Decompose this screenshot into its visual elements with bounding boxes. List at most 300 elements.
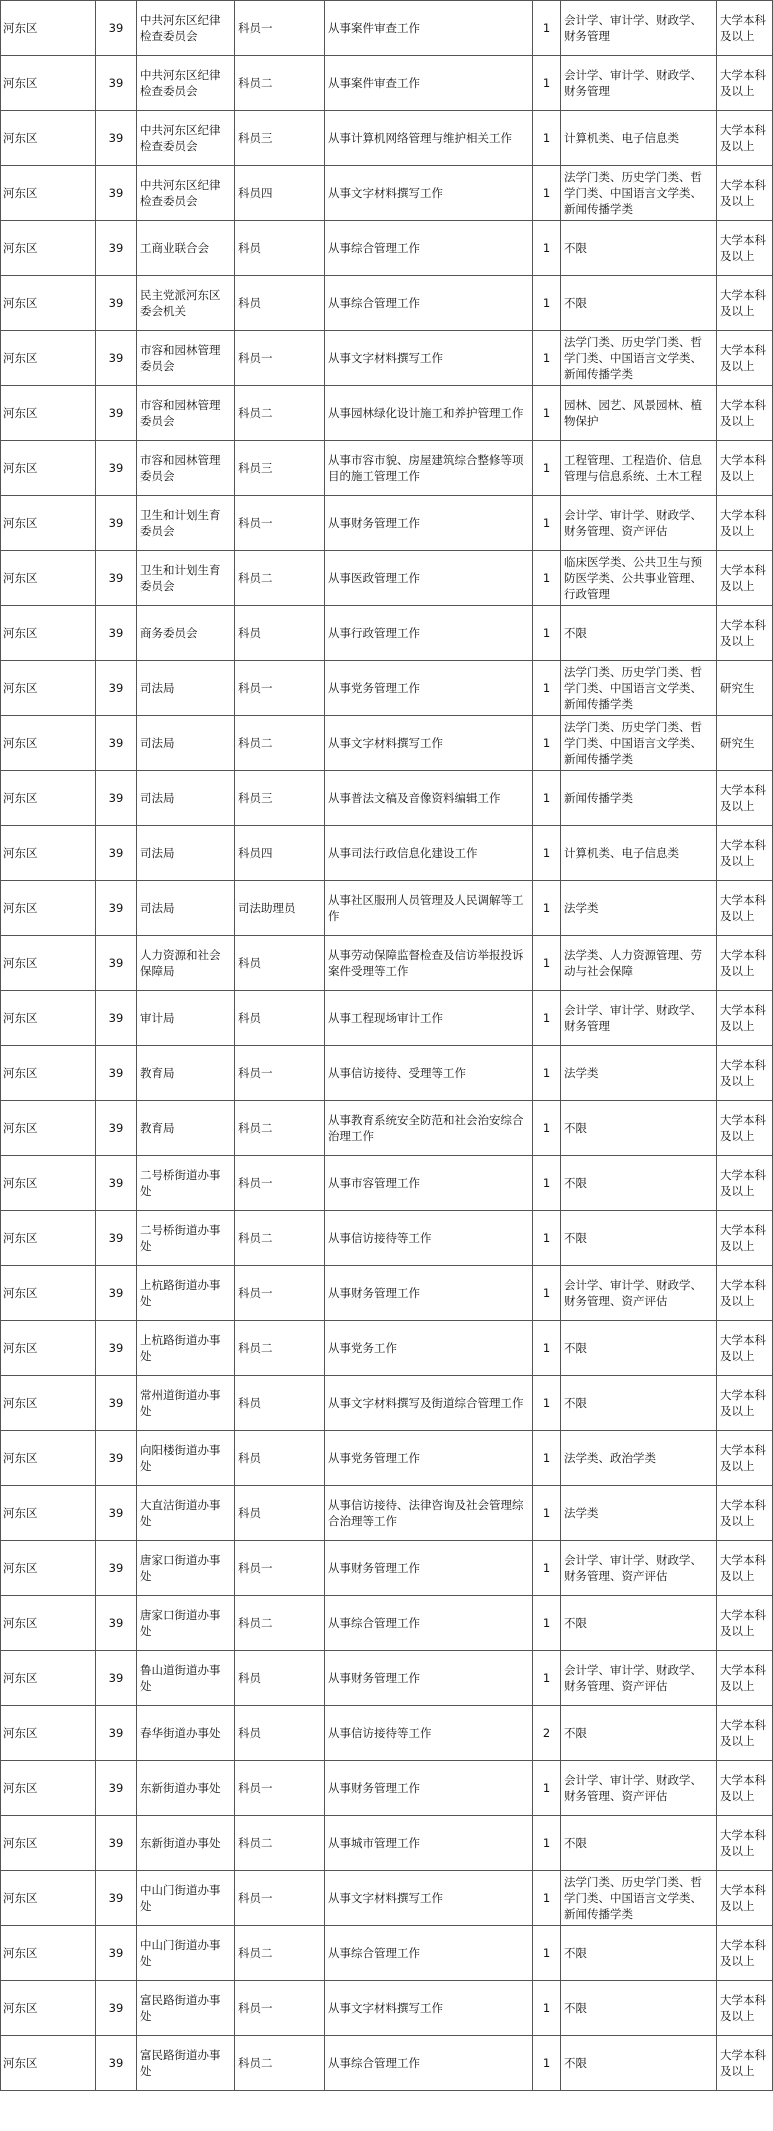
code-cell: 39 bbox=[96, 1156, 137, 1211]
unit-cell: 唐家口街道办事处 bbox=[137, 1541, 235, 1596]
code-cell: 39 bbox=[96, 1541, 137, 1596]
education-cell: 大学本科及以上 bbox=[717, 1046, 773, 1101]
duty-cell: 从事案件审查工作 bbox=[325, 1, 533, 56]
education-cell: 大学本科及以上 bbox=[717, 331, 773, 386]
education-cell: 大学本科及以上 bbox=[717, 1376, 773, 1431]
major-cell: 会计学、审计学、财政学、财务管理、资产评估 bbox=[561, 1651, 717, 1706]
district-cell: 河东区 bbox=[1, 826, 96, 881]
count-cell: 1 bbox=[533, 1871, 561, 1926]
district-cell: 河东区 bbox=[1, 1596, 96, 1651]
code-cell: 39 bbox=[96, 826, 137, 881]
duty-cell: 从事市容市貌、房屋建筑综合整修等项目的施工管理工作 bbox=[325, 441, 533, 496]
position-cell: 科员二 bbox=[235, 1101, 325, 1156]
major-cell: 法学类 bbox=[561, 1046, 717, 1101]
district-cell: 河东区 bbox=[1, 111, 96, 166]
unit-cell: 中共河东区纪律检查委员会 bbox=[137, 111, 235, 166]
count-cell: 1 bbox=[533, 1156, 561, 1211]
code-cell: 39 bbox=[96, 1, 137, 56]
education-cell: 大学本科及以上 bbox=[717, 771, 773, 826]
count-cell: 1 bbox=[533, 881, 561, 936]
table-body bbox=[1, 1, 773, 2091]
education-cell: 大学本科及以上 bbox=[717, 496, 773, 551]
position-cell: 科员 bbox=[235, 1376, 325, 1431]
education-cell: 大学本科及以上 bbox=[717, 1871, 773, 1926]
code-cell: 39 bbox=[96, 496, 137, 551]
code-cell: 39 bbox=[96, 441, 137, 496]
code-cell: 39 bbox=[96, 1101, 137, 1156]
unit-cell: 工商业联合会 bbox=[137, 221, 235, 276]
district-cell: 河东区 bbox=[1, 1541, 96, 1596]
unit-cell: 人力资源和社会保障局 bbox=[137, 936, 235, 991]
duty-cell: 从事财务管理工作 bbox=[325, 1266, 533, 1321]
unit-cell: 司法局 bbox=[137, 881, 235, 936]
position-cell: 科员二 bbox=[235, 1926, 325, 1981]
major-cell: 法学类、政治学类 bbox=[561, 1431, 717, 1486]
count-cell: 1 bbox=[533, 661, 561, 716]
code-cell: 39 bbox=[96, 276, 137, 331]
position-cell: 科员一 bbox=[235, 1046, 325, 1101]
education-cell: 大学本科及以上 bbox=[717, 276, 773, 331]
position-cell: 科员一 bbox=[235, 331, 325, 386]
count-cell: 1 bbox=[533, 1101, 561, 1156]
duty-cell: 从事行政管理工作 bbox=[325, 606, 533, 661]
position-cell: 科员二 bbox=[235, 1321, 325, 1376]
code-cell: 39 bbox=[96, 1926, 137, 1981]
education-cell: 大学本科及以上 bbox=[717, 111, 773, 166]
count-cell: 1 bbox=[533, 1926, 561, 1981]
table-row bbox=[1, 1651, 773, 1706]
count-cell: 1 bbox=[533, 991, 561, 1046]
duty-cell: 从事财务管理工作 bbox=[325, 1651, 533, 1706]
major-cell: 临床医学类、公共卫生与预防医学类、公共事业管理、行政管理 bbox=[561, 551, 717, 606]
duty-cell: 从事文字材料撰写工作 bbox=[325, 1871, 533, 1926]
major-cell: 会计学、审计学、财政学、财务管理 bbox=[561, 56, 717, 111]
district-cell: 河东区 bbox=[1, 1, 96, 56]
unit-cell: 上杭路街道办事处 bbox=[137, 1266, 235, 1321]
code-cell: 39 bbox=[96, 661, 137, 716]
table-row bbox=[1, 881, 773, 936]
unit-cell: 东新街道办事处 bbox=[137, 1816, 235, 1871]
position-cell: 科员一 bbox=[235, 1761, 325, 1816]
code-cell: 39 bbox=[96, 716, 137, 771]
code-cell: 39 bbox=[96, 1321, 137, 1376]
unit-cell: 卫生和计划生育委员会 bbox=[137, 496, 235, 551]
duty-cell: 从事综合管理工作 bbox=[325, 1926, 533, 1981]
duty-cell: 从事文字材料撰写及街道综合管理工作 bbox=[325, 1376, 533, 1431]
duty-cell: 从事党务管理工作 bbox=[325, 1431, 533, 1486]
code-cell: 39 bbox=[96, 1431, 137, 1486]
district-cell: 河东区 bbox=[1, 1156, 96, 1211]
district-cell: 河东区 bbox=[1, 1486, 96, 1541]
position-cell: 科员 bbox=[235, 606, 325, 661]
major-cell: 法学门类、历史学门类、哲学门类、中国语言文学类、新闻传播学类 bbox=[561, 716, 717, 771]
district-cell: 河东区 bbox=[1, 936, 96, 991]
duty-cell: 从事信访接待等工作 bbox=[325, 1706, 533, 1761]
code-cell: 39 bbox=[96, 1761, 137, 1816]
unit-cell: 民主党派河东区委会机关 bbox=[137, 276, 235, 331]
position-cell: 科员二 bbox=[235, 1816, 325, 1871]
table-row bbox=[1, 221, 773, 276]
count-cell: 1 bbox=[533, 1321, 561, 1376]
education-cell: 大学本科及以上 bbox=[717, 1981, 773, 2036]
unit-cell: 大直沽街道办事处 bbox=[137, 1486, 235, 1541]
unit-cell: 司法局 bbox=[137, 716, 235, 771]
position-cell: 科员一 bbox=[235, 1266, 325, 1321]
duty-cell: 从事综合管理工作 bbox=[325, 2036, 533, 2091]
district-cell: 河东区 bbox=[1, 1761, 96, 1816]
duty-cell: 从事文字材料撰写工作 bbox=[325, 716, 533, 771]
major-cell: 不限 bbox=[561, 276, 717, 331]
code-cell: 39 bbox=[96, 606, 137, 661]
unit-cell: 向阳楼街道办事处 bbox=[137, 1431, 235, 1486]
education-cell: 大学本科及以上 bbox=[717, 1706, 773, 1761]
district-cell: 河东区 bbox=[1, 221, 96, 276]
position-cell: 科员一 bbox=[235, 1, 325, 56]
unit-cell: 教育局 bbox=[137, 1101, 235, 1156]
unit-cell: 中山门街道办事处 bbox=[137, 1926, 235, 1981]
count-cell: 1 bbox=[533, 1, 561, 56]
table-row bbox=[1, 1046, 773, 1101]
education-cell: 大学本科及以上 bbox=[717, 1211, 773, 1266]
count-cell: 1 bbox=[533, 826, 561, 881]
code-cell: 39 bbox=[96, 936, 137, 991]
education-cell: 大学本科及以上 bbox=[717, 1596, 773, 1651]
table-row bbox=[1, 276, 773, 331]
district-cell: 河东区 bbox=[1, 1101, 96, 1156]
code-cell: 39 bbox=[96, 551, 137, 606]
code-cell: 39 bbox=[96, 1816, 137, 1871]
district-cell: 河东区 bbox=[1, 386, 96, 441]
district-cell: 河东区 bbox=[1, 331, 96, 386]
major-cell: 法学类 bbox=[561, 1486, 717, 1541]
education-cell: 大学本科及以上 bbox=[717, 441, 773, 496]
table-row bbox=[1, 1, 773, 56]
count-cell: 1 bbox=[533, 716, 561, 771]
education-cell: 大学本科及以上 bbox=[717, 1486, 773, 1541]
position-cell: 科员三 bbox=[235, 111, 325, 166]
education-cell: 大学本科及以上 bbox=[717, 1651, 773, 1706]
table-row bbox=[1, 551, 773, 606]
position-cell: 科员二 bbox=[235, 56, 325, 111]
count-cell: 1 bbox=[533, 111, 561, 166]
code-cell: 39 bbox=[96, 331, 137, 386]
district-cell: 河东区 bbox=[1, 166, 96, 221]
position-cell: 科员一 bbox=[235, 1981, 325, 2036]
major-cell: 不限 bbox=[561, 1321, 717, 1376]
major-cell: 计算机类、电子信息类 bbox=[561, 826, 717, 881]
table-row bbox=[1, 1761, 773, 1816]
unit-cell: 审计局 bbox=[137, 991, 235, 1046]
major-cell: 不限 bbox=[561, 1376, 717, 1431]
count-cell: 1 bbox=[533, 551, 561, 606]
education-cell: 大学本科及以上 bbox=[717, 991, 773, 1046]
major-cell: 会计学、审计学、财政学、财务管理 bbox=[561, 1, 717, 56]
major-cell: 不限 bbox=[561, 1816, 717, 1871]
count-cell: 1 bbox=[533, 1761, 561, 1816]
major-cell: 不限 bbox=[561, 1926, 717, 1981]
major-cell: 不限 bbox=[561, 1156, 717, 1211]
table-row bbox=[1, 56, 773, 111]
position-cell: 科员 bbox=[235, 1486, 325, 1541]
position-cell: 科员三 bbox=[235, 771, 325, 826]
district-cell: 河东区 bbox=[1, 2036, 96, 2091]
unit-cell: 卫生和计划生育委员会 bbox=[137, 551, 235, 606]
major-cell: 工程管理、工程造价、信息管理与信息系统、土木工程 bbox=[561, 441, 717, 496]
duty-cell: 从事文字材料撰写工作 bbox=[325, 331, 533, 386]
count-cell: 1 bbox=[533, 331, 561, 386]
duty-cell: 从事党务工作 bbox=[325, 1321, 533, 1376]
major-cell: 法学门类、历史学门类、哲学门类、中国语言文学类、新闻传播学类 bbox=[561, 1871, 717, 1926]
major-cell: 会计学、审计学、财政学、财务管理、资产评估 bbox=[561, 1266, 717, 1321]
count-cell: 1 bbox=[533, 441, 561, 496]
major-cell: 不限 bbox=[561, 2036, 717, 2091]
major-cell: 不限 bbox=[561, 1706, 717, 1761]
position-cell: 科员一 bbox=[235, 1871, 325, 1926]
position-cell: 科员二 bbox=[235, 2036, 325, 2091]
count-cell: 1 bbox=[533, 606, 561, 661]
duty-cell: 从事信访接待、受理等工作 bbox=[325, 1046, 533, 1101]
duty-cell: 从事社区服刑人员管理及人民调解等工作 bbox=[325, 881, 533, 936]
education-cell: 大学本科及以上 bbox=[717, 1431, 773, 1486]
major-cell: 不限 bbox=[561, 1101, 717, 1156]
code-cell: 39 bbox=[96, 221, 137, 276]
code-cell: 39 bbox=[96, 1046, 137, 1101]
district-cell: 河东区 bbox=[1, 276, 96, 331]
code-cell: 39 bbox=[96, 1981, 137, 2036]
count-cell: 1 bbox=[533, 1816, 561, 1871]
duty-cell: 从事综合管理工作 bbox=[325, 221, 533, 276]
education-cell: 大学本科及以上 bbox=[717, 1761, 773, 1816]
education-cell: 研究生 bbox=[717, 716, 773, 771]
duty-cell: 从事司法行政信息化建设工作 bbox=[325, 826, 533, 881]
major-cell: 会计学、审计学、财政学、财务管理、资产评估 bbox=[561, 1761, 717, 1816]
count-cell: 1 bbox=[533, 1596, 561, 1651]
district-cell: 河东区 bbox=[1, 1376, 96, 1431]
unit-cell: 中共河东区纪律检查委员会 bbox=[137, 1, 235, 56]
district-cell: 河东区 bbox=[1, 441, 96, 496]
unit-cell: 中山门街道办事处 bbox=[137, 1871, 235, 1926]
district-cell: 河东区 bbox=[1, 1431, 96, 1486]
district-cell: 河东区 bbox=[1, 496, 96, 551]
duty-cell: 从事党务管理工作 bbox=[325, 661, 533, 716]
position-cell: 科员二 bbox=[235, 1211, 325, 1266]
major-cell: 新闻传播学类 bbox=[561, 771, 717, 826]
unit-cell: 司法局 bbox=[137, 826, 235, 881]
code-cell: 39 bbox=[96, 1266, 137, 1321]
major-cell: 法学门类、历史学门类、哲学门类、中国语言文学类、新闻传播学类 bbox=[561, 331, 717, 386]
table-row bbox=[1, 2036, 773, 2091]
education-cell: 研究生 bbox=[717, 661, 773, 716]
duty-cell: 从事财务管理工作 bbox=[325, 1761, 533, 1816]
code-cell: 39 bbox=[96, 56, 137, 111]
count-cell: 1 bbox=[533, 771, 561, 826]
education-cell: 大学本科及以上 bbox=[717, 1816, 773, 1871]
table-row bbox=[1, 1871, 773, 1926]
count-cell: 1 bbox=[533, 386, 561, 441]
district-cell: 河东区 bbox=[1, 1816, 96, 1871]
major-cell: 法学门类、历史学门类、哲学门类、中国语言文学类、新闻传播学类 bbox=[561, 166, 717, 221]
education-cell: 大学本科及以上 bbox=[717, 826, 773, 881]
table-row bbox=[1, 441, 773, 496]
code-cell: 39 bbox=[96, 1651, 137, 1706]
unit-cell: 中共河东区纪律检查委员会 bbox=[137, 166, 235, 221]
count-cell: 1 bbox=[533, 56, 561, 111]
district-cell: 河东区 bbox=[1, 1266, 96, 1321]
table-row bbox=[1, 716, 773, 771]
code-cell: 39 bbox=[96, 1871, 137, 1926]
table-row bbox=[1, 1266, 773, 1321]
unit-cell: 商务委员会 bbox=[137, 606, 235, 661]
table-row bbox=[1, 1211, 773, 1266]
unit-cell: 教育局 bbox=[137, 1046, 235, 1101]
duty-cell: 从事文字材料撰写工作 bbox=[325, 1981, 533, 2036]
duty-cell: 从事信访接待等工作 bbox=[325, 1211, 533, 1266]
major-cell: 不限 bbox=[561, 606, 717, 661]
unit-cell: 市容和园林管理委员会 bbox=[137, 331, 235, 386]
unit-cell: 富民路街道办事处 bbox=[137, 2036, 235, 2091]
count-cell: 1 bbox=[533, 1541, 561, 1596]
education-cell: 大学本科及以上 bbox=[717, 386, 773, 441]
major-cell: 会计学、审计学、财政学、财务管理 bbox=[561, 991, 717, 1046]
position-cell: 科员一 bbox=[235, 1541, 325, 1596]
position-cell: 科员一 bbox=[235, 496, 325, 551]
table-row bbox=[1, 496, 773, 551]
unit-cell: 二号桥街道办事处 bbox=[137, 1156, 235, 1211]
district-cell: 河东区 bbox=[1, 771, 96, 826]
district-cell: 河东区 bbox=[1, 1706, 96, 1761]
count-cell: 1 bbox=[533, 1376, 561, 1431]
position-cell: 科员 bbox=[235, 936, 325, 991]
unit-cell: 市容和园林管理委员会 bbox=[137, 441, 235, 496]
count-cell: 1 bbox=[533, 1046, 561, 1101]
major-cell: 计算机类、电子信息类 bbox=[561, 111, 717, 166]
unit-cell: 市容和园林管理委员会 bbox=[137, 386, 235, 441]
position-cell: 科员二 bbox=[235, 386, 325, 441]
district-cell: 河东区 bbox=[1, 1651, 96, 1706]
count-cell: 1 bbox=[533, 1266, 561, 1321]
education-cell: 大学本科及以上 bbox=[717, 1266, 773, 1321]
code-cell: 39 bbox=[96, 881, 137, 936]
table-row bbox=[1, 1706, 773, 1761]
district-cell: 河东区 bbox=[1, 661, 96, 716]
duty-cell: 从事城市管理工作 bbox=[325, 1816, 533, 1871]
major-cell: 不限 bbox=[561, 1981, 717, 2036]
table-row bbox=[1, 166, 773, 221]
unit-cell: 中共河东区纪律检查委员会 bbox=[137, 56, 235, 111]
unit-cell: 富民路街道办事处 bbox=[137, 1981, 235, 2036]
code-cell: 39 bbox=[96, 386, 137, 441]
unit-cell: 上杭路街道办事处 bbox=[137, 1321, 235, 1376]
duty-cell: 从事医政管理工作 bbox=[325, 551, 533, 606]
count-cell: 1 bbox=[533, 166, 561, 221]
unit-cell: 东新街道办事处 bbox=[137, 1761, 235, 1816]
unit-cell: 唐家口街道办事处 bbox=[137, 1596, 235, 1651]
table-row bbox=[1, 1816, 773, 1871]
count-cell: 1 bbox=[533, 276, 561, 331]
table-row bbox=[1, 606, 773, 661]
district-cell: 河东区 bbox=[1, 1046, 96, 1101]
table-row bbox=[1, 111, 773, 166]
count-cell: 2 bbox=[533, 1706, 561, 1761]
major-cell: 法学类 bbox=[561, 881, 717, 936]
district-cell: 河东区 bbox=[1, 1321, 96, 1376]
position-cell: 科员一 bbox=[235, 1156, 325, 1211]
code-cell: 39 bbox=[96, 991, 137, 1046]
table-row bbox=[1, 386, 773, 441]
unit-cell: 春华街道办事处 bbox=[137, 1706, 235, 1761]
duty-cell: 从事市容管理工作 bbox=[325, 1156, 533, 1211]
table-row bbox=[1, 771, 773, 826]
count-cell: 1 bbox=[533, 1486, 561, 1541]
code-cell: 39 bbox=[96, 2036, 137, 2091]
duty-cell: 从事工程现场审计工作 bbox=[325, 991, 533, 1046]
district-cell: 河东区 bbox=[1, 606, 96, 661]
district-cell: 河东区 bbox=[1, 716, 96, 771]
unit-cell: 司法局 bbox=[137, 661, 235, 716]
table-row bbox=[1, 1376, 773, 1431]
code-cell: 39 bbox=[96, 771, 137, 826]
education-cell: 大学本科及以上 bbox=[717, 551, 773, 606]
district-cell: 河东区 bbox=[1, 551, 96, 606]
duty-cell: 从事文字材料撰写工作 bbox=[325, 166, 533, 221]
education-cell: 大学本科及以上 bbox=[717, 1156, 773, 1211]
unit-cell: 司法局 bbox=[137, 771, 235, 826]
position-cell: 科员二 bbox=[235, 716, 325, 771]
major-cell: 不限 bbox=[561, 221, 717, 276]
major-cell: 不限 bbox=[561, 1211, 717, 1266]
code-cell: 39 bbox=[96, 1211, 137, 1266]
district-cell: 河东区 bbox=[1, 991, 96, 1046]
table-row bbox=[1, 936, 773, 991]
district-cell: 河东区 bbox=[1, 1926, 96, 1981]
table-row bbox=[1, 991, 773, 1046]
table-row bbox=[1, 1596, 773, 1651]
district-cell: 河东区 bbox=[1, 1211, 96, 1266]
position-cell: 科员 bbox=[235, 276, 325, 331]
major-cell: 会计学、审计学、财政学、财务管理、资产评估 bbox=[561, 496, 717, 551]
education-cell: 大学本科及以上 bbox=[717, 606, 773, 661]
duty-cell: 从事计算机网络管理与维护相关工作 bbox=[325, 111, 533, 166]
major-cell: 法学类、人力资源管理、劳动与社会保障 bbox=[561, 936, 717, 991]
education-cell: 大学本科及以上 bbox=[717, 1926, 773, 1981]
duty-cell: 从事园林绿化设计施工和养护管理工作 bbox=[325, 386, 533, 441]
district-cell: 河东区 bbox=[1, 1871, 96, 1926]
education-cell: 大学本科及以上 bbox=[717, 936, 773, 991]
duty-cell: 从事财务管理工作 bbox=[325, 1541, 533, 1596]
count-cell: 1 bbox=[533, 1981, 561, 2036]
count-cell: 1 bbox=[533, 1211, 561, 1266]
position-cell: 科员 bbox=[235, 221, 325, 276]
table-row bbox=[1, 1486, 773, 1541]
position-cell: 科员 bbox=[235, 1706, 325, 1761]
table-row bbox=[1, 1156, 773, 1211]
duty-cell: 从事财务管理工作 bbox=[325, 496, 533, 551]
count-cell: 1 bbox=[533, 496, 561, 551]
count-cell: 1 bbox=[533, 1651, 561, 1706]
education-cell: 大学本科及以上 bbox=[717, 1, 773, 56]
table-row bbox=[1, 1101, 773, 1156]
code-cell: 39 bbox=[96, 1706, 137, 1761]
duty-cell: 从事综合管理工作 bbox=[325, 276, 533, 331]
district-cell: 河东区 bbox=[1, 56, 96, 111]
position-cell: 科员四 bbox=[235, 166, 325, 221]
count-cell: 1 bbox=[533, 221, 561, 276]
duty-cell: 从事普法文稿及音像资料编辑工作 bbox=[325, 771, 533, 826]
table-row bbox=[1, 1981, 773, 2036]
duty-cell: 从事信访接待、法律咨询及社会管理综合治理等工作 bbox=[325, 1486, 533, 1541]
position-cell: 科员 bbox=[235, 1651, 325, 1706]
position-cell: 科员一 bbox=[235, 661, 325, 716]
